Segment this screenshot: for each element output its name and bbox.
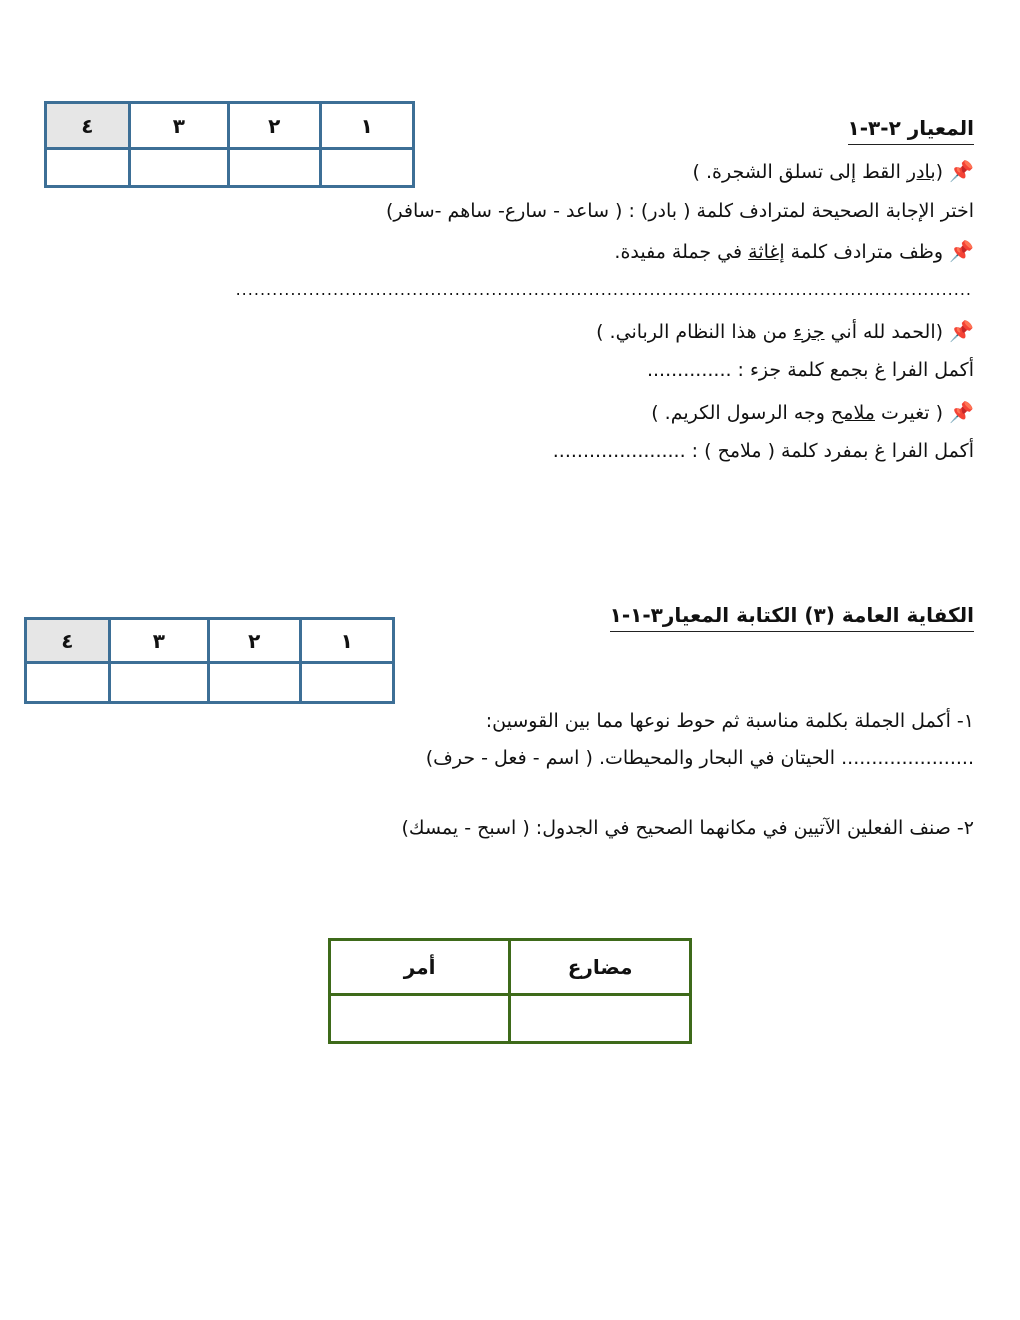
score-cell-1: ١ [320, 103, 413, 149]
score-blank[interactable] [320, 149, 413, 187]
underlined-word: ملامح [831, 402, 875, 424]
score-cell-3: ٣ [109, 619, 208, 663]
q3-instruction: أكمل الفرا غ بجمع كلمة جزء : .............. [646, 359, 974, 381]
col-imperative-header: أمر [330, 940, 510, 995]
score-cell-4: ٤ [46, 103, 130, 149]
verbs-table [328, 938, 692, 1044]
score-blank[interactable] [229, 149, 321, 187]
pushpin-icon: 📌 [949, 319, 974, 343]
section1-heading: المعيار ٢-٣-١ [848, 114, 975, 145]
score-table-1 [44, 101, 415, 188]
score-cell-1: ١ [300, 619, 393, 663]
underlined-word: جزء [793, 321, 825, 343]
score-blank[interactable] [300, 663, 393, 703]
score-blank[interactable] [129, 149, 228, 187]
s2-q1-instruction: ١- أكمل الجملة بكلمة مناسبة ثم حوط نوعها مما بين القوسين: [485, 710, 974, 732]
underlined-word: بادر [906, 161, 936, 183]
score-cell-3: ٣ [129, 103, 228, 149]
s2-q1-sentence: ...................... الحيتان في البحار والمحيطات. ( اسم - فعل - حرف) [425, 747, 974, 769]
s2-q2-instruction: ٢- صنف الفعلين الآتيين في مكانهما الصحيح في الجدول: ( اسبح - يمسك) [401, 817, 974, 839]
score-cell-2: ٢ [229, 103, 321, 149]
q4-sentence: 📌 ( تغيرت ملامح وجه الرسول الكريم. ) [651, 400, 974, 424]
pushpin-icon: 📌 [949, 239, 974, 263]
pushpin-icon: 📌 [949, 400, 974, 424]
score-table-2 [24, 617, 395, 704]
present-answer-cell[interactable] [510, 994, 691, 1042]
score-cell-4: ٤ [26, 619, 110, 663]
q3-sentence: 📌 (الحمد لله أني جزء من هذا النظام الرباني. ) [596, 319, 974, 343]
score-blank[interactable] [209, 663, 301, 703]
q2-sentence: 📌 وظف مترادف كلمة إغاثة في جملة مفيدة. [614, 239, 974, 263]
q1-sentence: 📌 (بادر القط إلى تسلق الشجرة. ) [692, 159, 974, 183]
score-blank[interactable] [46, 149, 130, 187]
section2-heading: الكفاية العامة (٣) الكتابة المعيار٣-١-١ [610, 601, 974, 632]
q4-instruction: أكمل الفرا غ بمفرد كلمة ( ملامح ) : ...................... [552, 440, 974, 462]
imperative-answer-cell[interactable] [330, 994, 510, 1042]
score-blank[interactable] [109, 663, 208, 703]
score-blank[interactable] [26, 663, 110, 703]
q1-instruction: اختر الإجابة الصحيحة لمترادف كلمة ( بادر) : ( ساعد - سارع- ساهم -سافر) [385, 200, 974, 222]
answer-line[interactable]: ......................................................................................................................... [235, 280, 972, 299]
pushpin-icon: 📌 [949, 159, 974, 183]
col-present-header: مضارع [510, 940, 691, 995]
score-cell-2: ٢ [209, 619, 301, 663]
underlined-word: إغاثة [748, 241, 785, 263]
